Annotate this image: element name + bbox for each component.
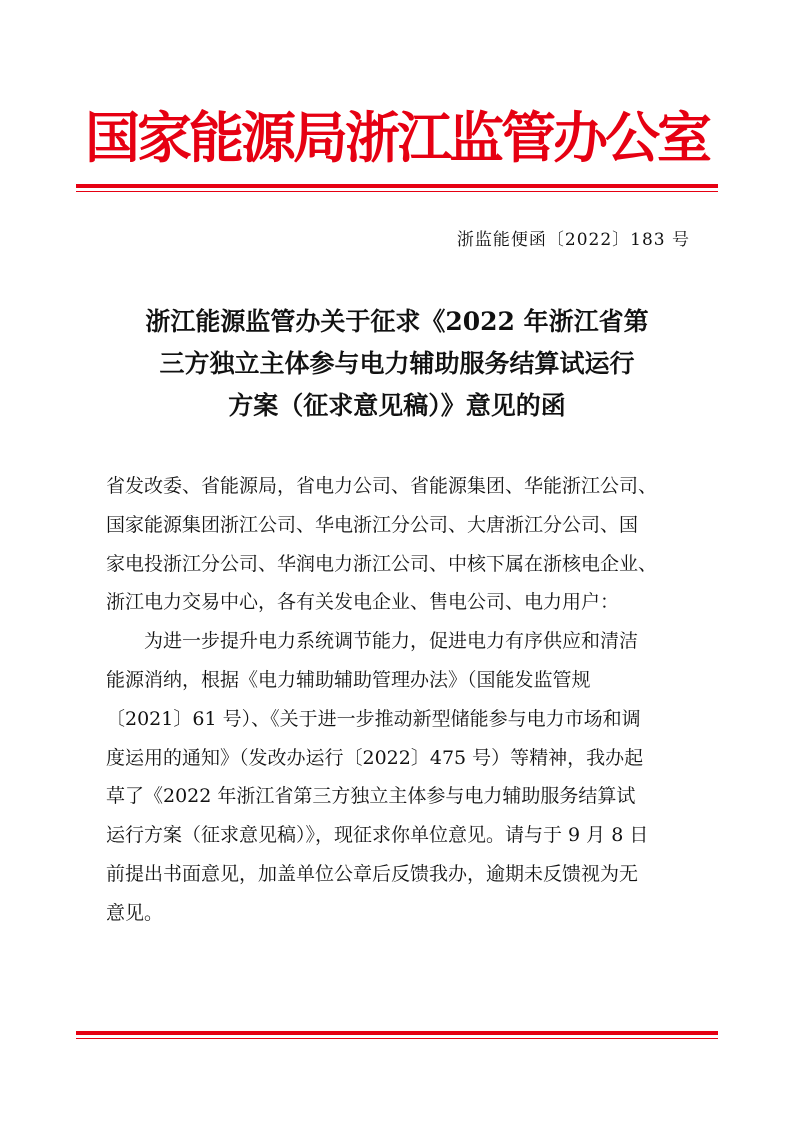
body-line: 意见。 [106,901,164,924]
body-line: 度运用的通知》（发改办运行〔2022〕475 号）等精神，我办起 [106,746,644,769]
body-line: 浙江电力交易中心，各有关发电企业、售电公司、电力用户： [106,591,620,614]
document-title [76,301,718,427]
document-body [106,467,691,933]
body-line: 草了《2022 年浙江省第三方独立主体参与电力辅助服务结算试 [106,785,636,808]
body-line: 国家能源集团浙江公司、华电浙江分公司、大唐浙江分公司、国 [106,513,639,536]
body-line: 运行方案（征求意见稿）》，现征求你单位意见。请与于 9 月 8 日 [106,824,649,847]
body-line: 家电投浙江分公司、华润电力浙江公司、中核下属在浙核电企业、 [106,552,658,575]
body-line: 能源消纳，根据《电力辅助辅助管理办法》（国能发监管规 [106,668,591,691]
title-line: 方案（征求意见稿）》意见的函 [228,391,566,420]
body-line: 省发改委、省能源局，省电力公司、省能源集团、华能浙江公司、 [106,475,658,497]
body-line: 为进一步提升电力系统调节能力，促进电力有序供应和清洁 [106,630,639,653]
title-line: 三方独立主体参与电力辅助服务结算试运行 [159,349,635,378]
footer-rule-thick [76,1031,718,1035]
letterhead-title: 国家能源局浙江监管办公室 [84,105,709,170]
body-line: 〔2021〕61 号）、《关于进一步推动新型储能参与电力市场和调 [106,707,641,730]
title-line: 浙江能源监管办关于征求《2022 年浙江省第 [145,307,649,336]
footer-rule-thin [76,1038,718,1039]
letterhead-rule-top-thin [76,191,718,192]
letterhead-rule-top-thick [76,184,718,188]
document-number: 浙监能便函〔2022〕183 号 [456,230,690,250]
body-line: 前提出书面意见，加盖单位公章后反馈我办，逾期未反馈视为无 [106,862,639,885]
